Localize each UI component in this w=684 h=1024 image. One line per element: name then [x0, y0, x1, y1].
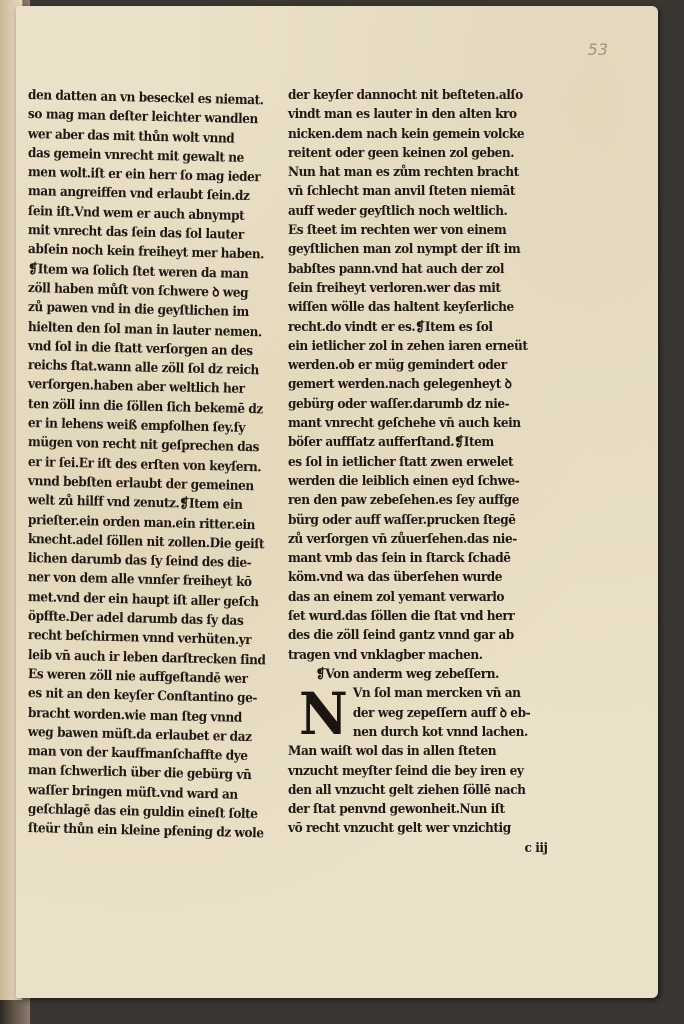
text-line: auff weder geyſtlich noch weltlich.	[288, 203, 508, 219]
book-page	[16, 6, 658, 998]
text-line: tragen vnd vnklagber machen.	[288, 647, 483, 663]
text-line: gebürg oder waſſer.darumb dz nie-	[288, 396, 510, 412]
text-line: prieſter.ein orden man.ein ritter.ein	[27, 512, 256, 533]
right-column-tail	[288, 742, 568, 838]
folio-number: 53	[587, 40, 608, 59]
text-line: ❡Item wa ſolich ſtet weren da man	[27, 261, 249, 282]
text-line: er ir ſei.Er iſt des erſten von keyſern.	[27, 454, 262, 475]
text-line: ner von dem alle vnnſer freiheyt kō	[27, 570, 252, 591]
text-line: bürg oder auff waſſer.prucken ſtegē	[288, 512, 516, 528]
text-line: knecht.adel ſöllen nit zollen.Die geiſt	[27, 531, 265, 553]
text-line: men wolt.iſt er ein herr ſo mag ieder	[27, 165, 261, 186]
text-line: das gemein vnrecht mit gewalt ne	[27, 145, 244, 166]
right-column-body	[288, 86, 568, 665]
signature-mark: c iij	[524, 840, 548, 856]
text-line: gemert werden.nach gelegenheyt ꝺ	[288, 377, 512, 393]
text-line: leib vn̄ auch ir leben darſtrecken ſind	[27, 647, 266, 669]
text-line: zů verſorgen vn̄ zůuerſehen.das nie-	[288, 531, 517, 547]
section-heading: ❡Von anderm weg zebeſſern.	[315, 666, 499, 682]
text-line: vnd ſol in die ſtatt verſorgen an des	[27, 338, 253, 359]
text-line: man von der kauffmanſchaffte dye	[27, 744, 248, 765]
text-line: ten zöll inn die ſöllen ſich bekemē dz	[27, 396, 263, 418]
text-line: recht.do vindt er es.❡Item es ſol	[288, 319, 493, 335]
text-line: met.vnd der ein haupt iſt aller geſch	[27, 589, 259, 610]
text-line: ein ietlicher zol in zehen iaren erneüt	[288, 338, 528, 354]
text-line: Vn ſol man mercken vn̄ an	[352, 686, 521, 702]
text-line: mant vnrecht geſchehe vn̄ auch kein	[288, 416, 521, 432]
text-line: vnnd bebſten erlaubt der gemeinen	[27, 473, 254, 495]
text-line: es ſol in ietlicher ſtatt zwen erwelet	[288, 454, 514, 470]
text-line: verſorgen.haben aber weltlich her	[27, 377, 245, 398]
text-line: Man waiſt wol das in allen ſteten	[288, 744, 497, 760]
text-line: böſer auffſatz aufferſtand.❡Item	[288, 435, 494, 451]
text-line: ſet wurd.das ſöllen die ſtat vnd herr	[288, 609, 515, 625]
text-line: das an einem zol yemant verwarlo	[288, 589, 505, 605]
text-line: reitent oder geen keinen zol geben.	[288, 145, 515, 161]
text-line: mant vmb das ſein in ſtarck ſchadē	[288, 551, 511, 567]
initial-paragraph	[288, 680, 568, 749]
text-line: geſchlagē das ein guldin eineſt ſolte	[27, 801, 258, 823]
right-text-column	[288, 86, 568, 858]
text-line: recht beſchirmen vnnd verhüten.yr	[27, 628, 252, 649]
text-line: weg bawen müſt.da erlaubet er daz	[27, 724, 252, 745]
text-line: geyſtlichen man zol nympt der iſt im	[288, 242, 521, 258]
text-line: man ſchwerlich über die gebürg vn̄	[27, 763, 252, 784]
text-line: den datten an vn beseckel es niemat.	[27, 88, 264, 109]
text-line: lichen darumb das ſy ſeind des die-	[27, 551, 252, 572]
drop-cap-initial: N	[299, 680, 348, 749]
text-line: reichs ſtat.wann alle zöll ſol dz reich	[27, 358, 259, 379]
text-line: Es weren zöll nie auffgeſtandē wer	[27, 666, 248, 687]
text-line: werden.ob er müg gemindert oder	[288, 358, 507, 374]
text-line: des die zöll ſeind gantz vnnd gar ab	[288, 628, 514, 644]
text-line: waſſer bringen müſt.vnd ward an	[27, 782, 238, 803]
text-line: zů pawen vnd in die geyſtlichen im	[27, 300, 249, 321]
text-line: der keyſer dannocht nit beſteten.alſo	[288, 88, 523, 103]
text-line: vnzucht meyſter ſeind die bey iren ey	[288, 763, 524, 779]
text-line: ren den paw zebeſehen.es ſey auffge	[288, 493, 519, 509]
text-line: vn̄ ſchlecht man anvil ſteten niemāt	[288, 184, 516, 200]
text-line: babſtes pann.vnd hat auch der zol	[288, 261, 505, 277]
text-line: wer aber das mit thůn wolt vnnd	[27, 126, 235, 147]
text-line: zöll haben můſt von ſchwere ꝺ weg	[27, 280, 249, 301]
text-line: nicken.dem nach kein gemein volcke	[288, 126, 525, 142]
text-line: es nit an den keyſer Conſtantino ge-	[27, 686, 258, 707]
text-line: man angreiffen vnd erlaubt ſein.dz	[27, 184, 250, 205]
text-line: Es ſteet im rechten wer von einem	[288, 223, 507, 239]
text-line: köm.vnd wa das überſehen wurde	[288, 570, 503, 586]
left-text-column	[27, 86, 300, 842]
text-line: vindt man es lauter in den alten kro	[288, 107, 517, 123]
text-line: vō recht vnzucht gelt wer vnzichtig	[288, 821, 511, 837]
text-line: mit vnrecht das ſein das ſol lauter	[27, 223, 244, 243]
text-line: nen durch kot vnnd lachen.	[352, 724, 528, 740]
text-line: ſteür thůn ein kleine pfening dz wole	[27, 821, 264, 842]
text-line: der ſtat penvnd gewonheit.Nun iſt	[288, 802, 505, 818]
text-line: Nun hat man es zům rechten bracht	[288, 165, 519, 181]
text-line: ſein iſt.Vnd wem er auch abnympt	[27, 203, 245, 224]
text-line: so mag man deſter leichter wandlen	[27, 107, 258, 128]
text-line: den all vnzucht gelt ziehen ſöllē nach	[288, 782, 526, 798]
text-line: er in lehens weiß empfolhen ſey.ſy	[27, 416, 246, 436]
text-line: ſein freiheyt verloren.wer das mit	[288, 280, 501, 296]
text-line: welt zů hilff vnd zenutz.❡Item ein	[27, 493, 243, 514]
text-line: öpffte.Der adel darumb das ſy das	[27, 609, 244, 629]
text-line: mügen von recht nit geſprechen das	[27, 435, 260, 456]
text-line: bracht worden.wie man ſteg vnnd	[27, 705, 242, 726]
text-line: wiſſen wölle das haltent keyſerliche	[288, 300, 514, 316]
text-line: werden die leiblich einen eyd ſchwe-	[288, 473, 520, 489]
text-line: abſein noch kein freiheyt mer haben.	[27, 242, 265, 263]
text-line: hielten den ſol man in lauter nemen.	[27, 319, 262, 340]
text-line: der weg zepeſſern auff ꝺ eb-	[352, 705, 531, 721]
